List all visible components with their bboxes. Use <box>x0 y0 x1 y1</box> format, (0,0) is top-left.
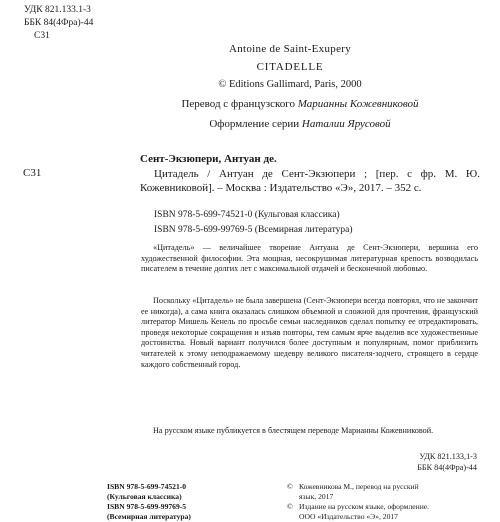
translation-credit <box>120 98 480 110</box>
footer-isbn-1: ISBN 978-5-699-74521-0 <box>107 482 187 491</box>
copyright-row-1-cont <box>287 492 429 502</box>
annotation-paragraph-3 <box>141 426 478 437</box>
original-author: Antoine de Saint-Exupery <box>228 43 352 55</box>
bottom-udk-code: УДК 821.133,1-3 <box>419 452 477 461</box>
bottom-bbk-code: ББК 84(4Фра)-44 <box>417 462 477 472</box>
designer-name: Наталии Ярусовой <box>301 118 391 130</box>
footer-isbn-2: ISBN 978-5-699-99769-5 <box>107 502 187 511</box>
copyright-2-line-1: Издание на русском языке, оформление. <box>299 502 430 511</box>
copyright-1-line-2: язык, 2017 <box>299 492 334 501</box>
bottom-classification-codes <box>417 452 477 473</box>
catalog-description: Цитадель / Антуан де Сент-Экзюпери ; [пер. с фр. М. Ю. Кожевниковой]. – Москва : Издательство «Э», 2017. – 352 с. <box>140 168 480 194</box>
author-mark: С31 <box>34 31 50 41</box>
copyright-row-1 <box>287 482 429 492</box>
footer-copyright-block <box>287 482 429 522</box>
catalog-isbn-1: ISBN 978-5-699-74521-0 (Кульговая классика) <box>154 210 340 220</box>
original-title: CITADELLE <box>256 61 324 73</box>
annotation-paragraph-2 <box>141 296 478 370</box>
annotation-text-2: Поскольку «Цитадель» не была завершена (Сент-Экзюпери всегда повторял, что не закончит ее никогда), а сама книга оказалась слишком объемной и сложной для прочтения, французский литератор Мишель Кенель по просьбе семьи наследников сделал попытку ее отредактировать, проведя некоторые сокращения и изъяв повторы, тем самым ярче выделив все художественные достоинства. Новый вариант получился более доступным и популярным, помог приблизить читателей к этому неподражаемому шедевру великого писателя-зодчего, строящего в сердце каждого собственный город. <box>141 296 478 369</box>
copyright-row-2 <box>287 502 429 512</box>
translator-name: Марианны Кожевниковой <box>297 98 419 110</box>
top-classification-codes <box>24 4 93 43</box>
original-copyright: © Editions Gallimard, Paris, 2000 <box>218 79 362 90</box>
copyright-symbol: © <box>287 502 293 511</box>
design-credit <box>120 118 480 130</box>
annotation-text-1: «Цитадель» — величайшее творение Антуана де Сент-Экзюпери, вершина его художественной философии. Эта мощная, несокрушимая литературная крепость возводилась писателем в течение долгих лет с максимальной отдачей и бесконечной любовью. <box>141 243 478 274</box>
footer-isbn-block <box>107 482 191 522</box>
footer-isbn-2-series: (Всемирная литература) <box>107 512 191 521</box>
copyright-symbol: © <box>287 482 293 491</box>
copyright-row-2-cont <box>287 512 429 522</box>
annotation-paragraph-1 <box>141 243 478 275</box>
annotation-text-3: На русском языке публикуется в блестящем переводе Марианны Кожевниковой. <box>153 426 434 435</box>
copyright-2-line-2: ООО «Издательство «Э», 2017 <box>299 512 398 521</box>
catalog-heading: Сент-Экзюпери, Антуан де. <box>140 153 277 165</box>
design-prefix: Оформление серии <box>209 118 302 130</box>
copyright-1-line-1: Кожевникова М., перевод на русский <box>299 482 419 491</box>
translation-prefix: Перевод с французского <box>181 98 298 110</box>
footer-isbn-1-series: (Кульговая классика) <box>107 492 182 501</box>
catalog-isbn-2: ISBN 978-5-699-99769-5 (Всемирная литература) <box>154 225 353 235</box>
catalog-author-mark: С31 <box>23 167 42 179</box>
udk-code: УДК 821.133.1-3 <box>24 5 91 15</box>
bbk-code: ББК 84(4Фра)-44 <box>24 18 94 28</box>
